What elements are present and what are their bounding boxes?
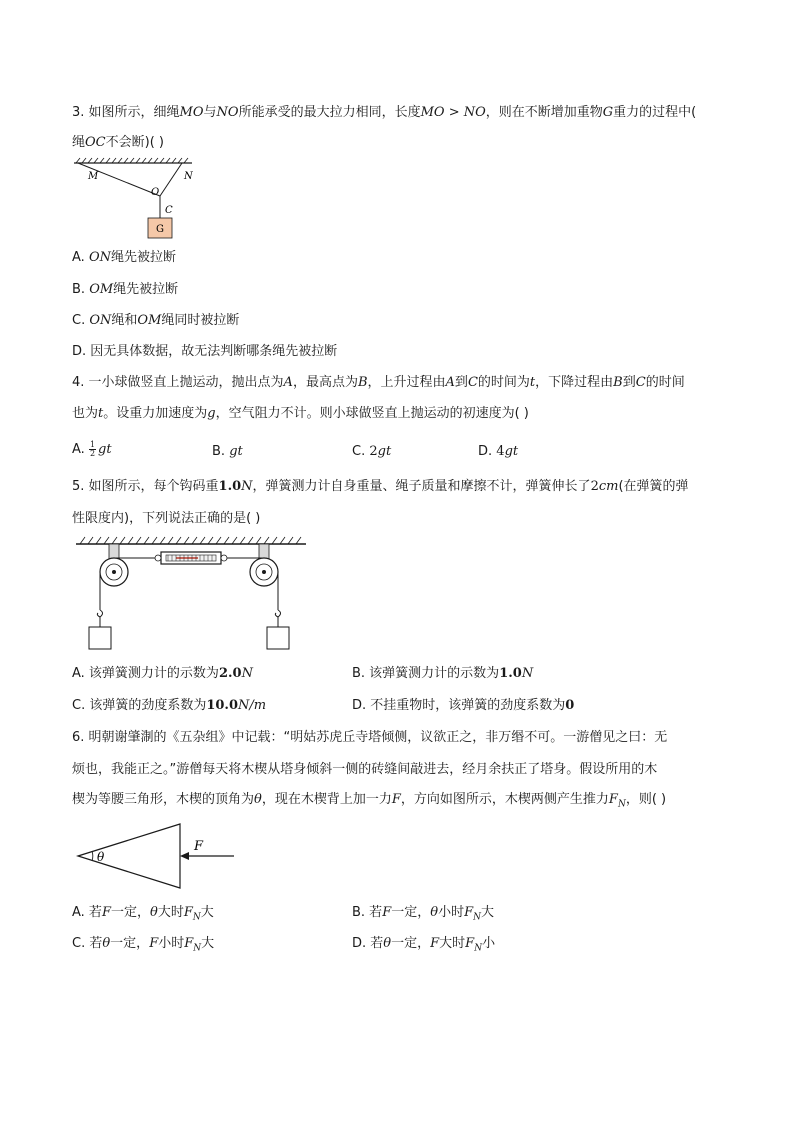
q6-option-c: C. 若θ一定，F小时$F_N$大 <box>72 936 215 954</box>
q3-rope-figure <box>70 158 200 240</box>
q5-pulley-figure <box>76 536 306 652</box>
q6-stem-line1: 6. 明朝谢肇淛的《五杂组》中记载：“明姑苏虎丘寺塔倾侧，议欲正之，非万缗不可。一游僧见之曰：无 <box>72 730 668 745</box>
q3-stem-line2: 绳OC不会断)( ) <box>72 135 164 150</box>
q3-option-b: B. OM绳先被拉断 <box>72 282 179 297</box>
q6-option-d: D. 若θ一定，F大时$F_N$小 <box>352 936 496 954</box>
force-label: F <box>194 839 204 854</box>
theta-label: θ <box>97 850 105 864</box>
q5-option-c: C. 该弹簧的劲度系数为10.0N/m <box>72 698 267 713</box>
right-hook-weight <box>267 627 289 649</box>
q6-wedge-figure <box>76 822 236 892</box>
label-o: O <box>151 187 160 198</box>
label-c: C <box>165 205 173 216</box>
rope-no <box>160 163 182 196</box>
q3-option-c: C. ON绳和OM绳同时被拉断 <box>72 313 240 328</box>
q5-stem-line1: 5. 如图所示，每个钩码重1.0N，弹簧测力计自身重量、绳子质量和摩擦不计，弹簧伸长了2cm(在弹簧的弹 <box>72 479 689 494</box>
q3-stem-line1: 3. 如图所示，细绳MO与NO所能承受的最大拉力相同，长度MO > NO，则在不断增加重物G重力的过程中( <box>72 105 697 120</box>
q5-option-d: D. 不挂重物时，该弹簧的劲度系数为0 <box>352 698 575 713</box>
q3-option-d: D. 因无具体数据，故无法判断哪条绳先被拉断 <box>72 344 338 359</box>
q3-option-a: A. ON绳先被拉断 <box>72 250 176 265</box>
q4-option-c: C. 2gt <box>352 444 392 459</box>
q4-option-d: D. 4gt <box>478 444 519 459</box>
q6-stem-line2: 烦也，我能正之。”游僧每天将木楔从塔身倾斜一侧的砖缝间敲进去，经月余扶正了塔身。假设所用的木 <box>72 762 658 777</box>
q5-option-b: B. 该弹簧测力计的示数为1.0N <box>352 666 534 681</box>
label-n: N <box>184 171 193 182</box>
label-m: M <box>88 171 99 182</box>
left-hook-weight <box>89 627 111 649</box>
label-g: G <box>156 224 164 235</box>
q5-stem-line2: 性限度内)，下列说法正确的是( ) <box>72 511 261 526</box>
q4-option-b: B. gt <box>212 444 243 459</box>
q4-stem-line1: 4. 一小球做竖直上抛运动，抛出点为A，最高点为B，上升过程由A到C的时间为t，下降过程由B到C的时间 <box>72 375 685 390</box>
wedge-triangle <box>78 824 180 888</box>
q5-option-a: A. 该弹簧测力计的示数为2.0N <box>72 666 253 681</box>
q4-stem-line2: 也为t。设重力加速度为g，空气阻力不计。则小球做竖直上抛运动的初速度为( ) <box>72 406 529 421</box>
q6-option-a: A. 若F一定，θ大时$F_N$大 <box>72 905 214 923</box>
q6-option-b: B. 若F一定，θ小时$F_N$大 <box>352 905 494 923</box>
q6-stem-line3: 楔为等腰三角形，木楔的顶角为θ，现在木楔背上加一力F，方向如图所示，木楔两侧产生推力$F_N$，则( ) <box>72 792 667 810</box>
fraction-one-half: $\frac{1}{2}$ <box>89 440 96 458</box>
q4-option-a: A. $\frac{1}{2}$ gt <box>72 440 112 458</box>
